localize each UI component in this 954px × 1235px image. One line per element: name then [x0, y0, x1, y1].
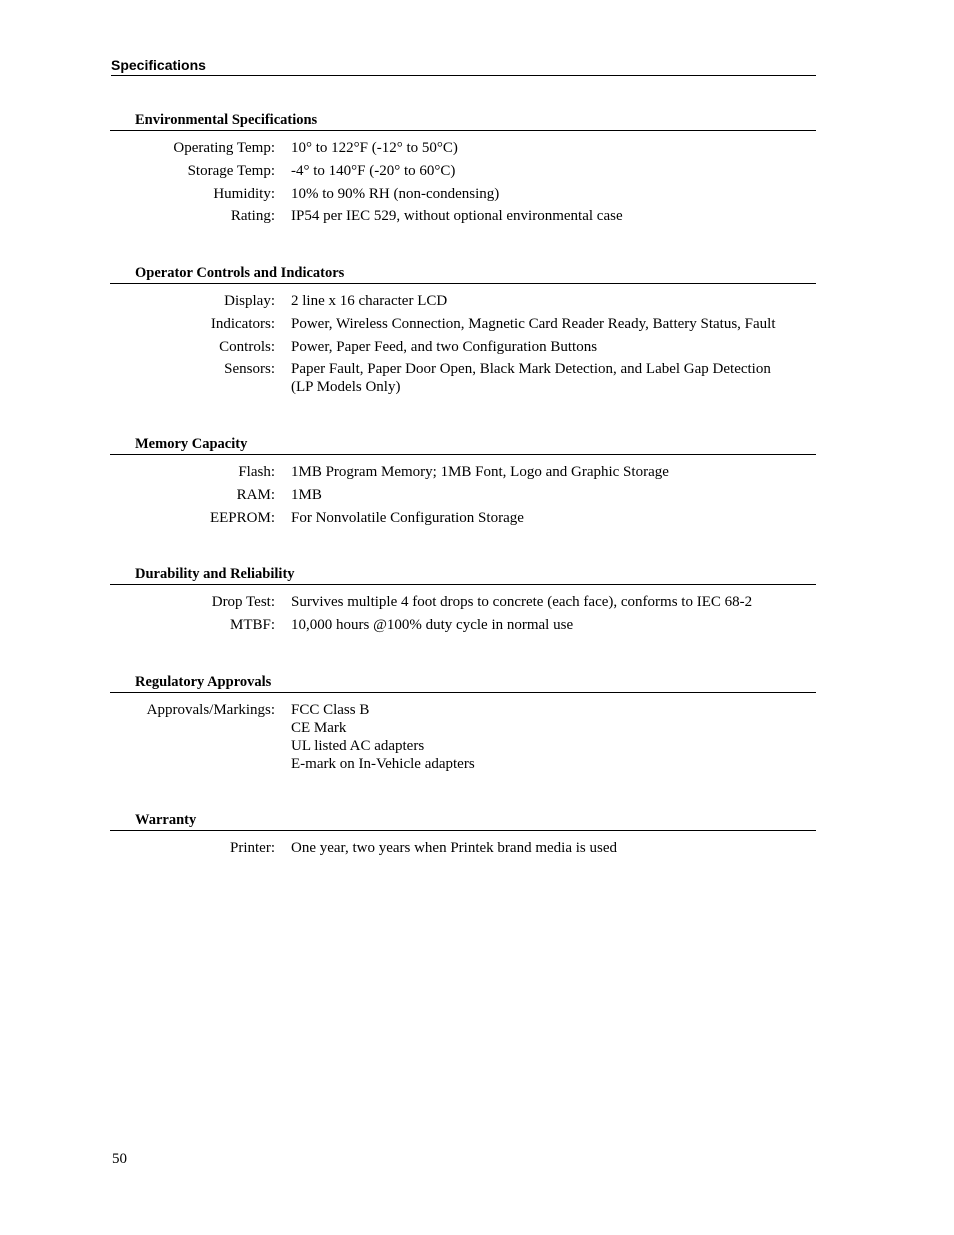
spec-value: [291, 139, 811, 157]
spec-value-line: FCC Class B: [291, 702, 370, 718]
spec-row: [110, 139, 816, 157]
spec-label: Storage Temp:: [187, 162, 275, 179]
section-durability: [110, 566, 816, 639]
page-header: Specifications: [111, 57, 816, 76]
spec-value-line: IP54 per IEC 529, without optional environmental case: [291, 208, 623, 225]
spec-label: Flash:: [238, 464, 275, 480]
spec-row: [110, 701, 816, 773]
spec-list: [110, 139, 816, 225]
spec-row: [110, 292, 816, 310]
spec-value: [291, 185, 811, 203]
spec-row: [110, 839, 816, 857]
spec-value-line: For Nonvolatile Configuration Storage: [291, 509, 524, 526]
spec-row: [110, 616, 816, 634]
spec-row: [110, 185, 816, 203]
section-operator-controls: [110, 265, 816, 401]
spec-label: Display:: [224, 293, 275, 309]
spec-value-line: 10% to 90% RH (non-condensing): [291, 185, 500, 202]
spec-value-line: Power, Paper Feed, and two Configuration Buttons: [291, 338, 598, 355]
section-title: Durability and Reliability: [110, 566, 816, 585]
section-title: Regulatory Approvals: [110, 674, 816, 693]
spec-label: Rating:: [230, 208, 275, 225]
spec-row: [110, 486, 816, 504]
spec-value: [291, 463, 811, 481]
spec-value: [291, 292, 811, 310]
spec-value-line: 10,000 hours @100% duty cycle in normal use: [291, 616, 574, 633]
spec-label: Drop Test:: [211, 594, 275, 610]
spec-row: [110, 593, 816, 611]
section-title: Warranty: [110, 812, 816, 831]
spec-value-line: Power, Wireless Connection, Magnetic Card Reader Ready, Battery Status, Fault: [291, 315, 776, 332]
spec-value: [291, 360, 811, 396]
spec-label: Operating Temp:: [173, 140, 275, 156]
section-memory-capacity: [110, 436, 816, 531]
spec-value: [291, 162, 811, 180]
spec-list: [110, 839, 816, 857]
spec-value: [291, 616, 811, 634]
spec-label: RAM:: [236, 486, 275, 503]
spec-row: [110, 338, 816, 356]
section-title: Memory Capacity: [110, 436, 816, 455]
spec-value: [291, 207, 811, 225]
section-warranty: [110, 812, 816, 862]
spec-list: [110, 593, 816, 634]
spec-value: [291, 839, 811, 857]
section-title: Operator Controls and Indicators: [110, 265, 816, 284]
spec-label: Indicators:: [210, 315, 275, 332]
spec-list: [110, 463, 816, 527]
spec-value: [291, 701, 811, 773]
spec-value-line: 1MB: [291, 486, 322, 503]
section-regulatory-approvals: [110, 674, 816, 778]
spec-value-line: E-mark on In-Vehicle adapters: [291, 756, 475, 772]
spec-row: [110, 162, 816, 180]
page-number: 50: [112, 1151, 127, 1167]
spec-label: Controls:: [219, 338, 275, 355]
spec-row: [110, 360, 816, 396]
spec-value-line: CE Mark: [291, 720, 347, 736]
spec-label: Printer:: [230, 840, 275, 856]
spec-label: MTBF:: [229, 616, 275, 633]
spec-list: [110, 701, 816, 773]
spec-value-line: 10° to 122°F (-12° to 50°C): [291, 140, 458, 156]
spec-value: [291, 315, 811, 333]
spec-list: [110, 292, 816, 396]
spec-row: [110, 509, 816, 527]
spec-value-line: UL listed AC adapters: [291, 738, 425, 754]
spec-value-line: Survives multiple 4 foot drops to concrete (each face), conforms to IEC 68-2: [291, 594, 753, 610]
spec-row: [110, 463, 816, 481]
spec-value-line: (LP Models Only): [291, 379, 401, 396]
spec-value-line: -4° to 140°F (-20° to 60°C): [291, 162, 456, 179]
spec-label: Humidity:: [213, 185, 275, 202]
spec-value: [291, 509, 811, 527]
spec-label: Sensors:: [224, 361, 275, 378]
spec-row: [110, 315, 816, 333]
spec-value-line: One year, two years when Printek brand media is used: [291, 840, 617, 856]
spec-value: [291, 338, 811, 356]
spec-value-line: Paper Fault, Paper Door Open, Black Mark Detection, and Label Gap Detection: [291, 361, 771, 378]
spec-value-line: 1MB Program Memory; 1MB Font, Logo and Graphic Storage: [291, 464, 669, 480]
section-environmental: [110, 112, 816, 230]
spec-label: EEPROM:: [209, 509, 275, 526]
spec-row: [110, 207, 816, 225]
spec-value: [291, 593, 811, 611]
spec-label: Approvals/Markings:: [146, 702, 275, 718]
spec-value: [291, 486, 811, 504]
section-title: Environmental Specifications: [110, 112, 816, 131]
spec-value-line: 2 line x 16 character LCD: [291, 293, 448, 309]
